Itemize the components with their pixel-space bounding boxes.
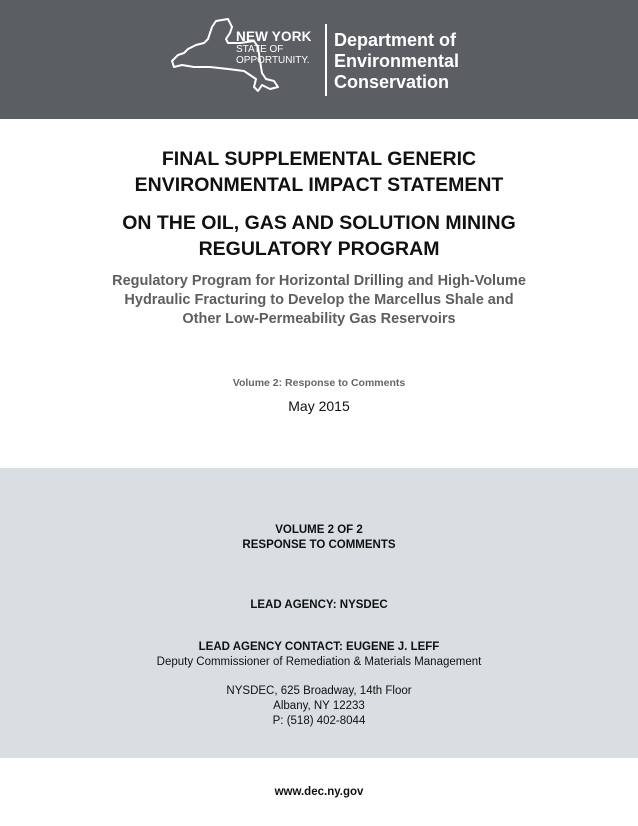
volume-description: RESPONSE TO COMMENTS [242, 539, 396, 551]
lead-agency: LEAD AGENCY: NYSDEC [250, 599, 388, 611]
program-description-line1: Regulatory Program for Horizontal Drilling and High-Volume [112, 273, 526, 289]
document-subtitle-line1: ON THE OIL, GAS AND SOLUTION MINING [122, 212, 516, 234]
agency-name-line2: Environmental [334, 51, 460, 71]
address-line2: Albany, NY 12233 [273, 700, 365, 712]
ny-state-wordmark [236, 29, 312, 66]
ny-title: NEW YORK [236, 29, 312, 44]
agency-name-line3: Conservation [334, 72, 450, 92]
ny-subtitle-line2: OPPORTUNITY. [236, 55, 310, 66]
address-line1: NYSDEC, 625 Broadway, 14th Floor [226, 685, 412, 697]
program-description-line2: Hydraulic Fracturing to Develop the Marcellus Shale and [124, 292, 514, 308]
document-subtitle-line2: REGULATORY PROGRAM [198, 238, 440, 260]
agency-name [334, 30, 459, 93]
document-subtitle [0, 210, 638, 262]
header-band [0, 0, 638, 119]
lead-agency-contact: LEAD AGENCY CONTACT: EUGENE J. LEFF [198, 641, 440, 653]
agency-name-line1: Department of [334, 30, 457, 50]
phone-number: P: (518) 402-8044 [272, 715, 366, 727]
document-title-line2: ENVIRONMENTAL IMPACT STATEMENT [134, 174, 504, 196]
document-title [0, 146, 638, 198]
document-title-line1: FINAL SUPPLEMENTAL GENERIC [161, 148, 477, 170]
ny-subtitle-line1: STATE OF [236, 44, 284, 55]
program-description [59, 272, 579, 329]
website-url: www.dec.ny.gov [274, 786, 364, 798]
program-description-line3: Other Low-Permeability Gas Reservoirs [182, 311, 456, 327]
publication-date: May 2015 [288, 398, 350, 414]
info-band [0, 468, 638, 758]
logo-divider [325, 24, 327, 96]
title-block [0, 146, 638, 329]
volume-number: VOLUME 2 OF 2 [275, 524, 363, 536]
contact-title: Deputy Commissioner of Remediation & Materials Management [156, 656, 482, 668]
volume-caption: Volume 2: Response to Comments [232, 377, 406, 389]
